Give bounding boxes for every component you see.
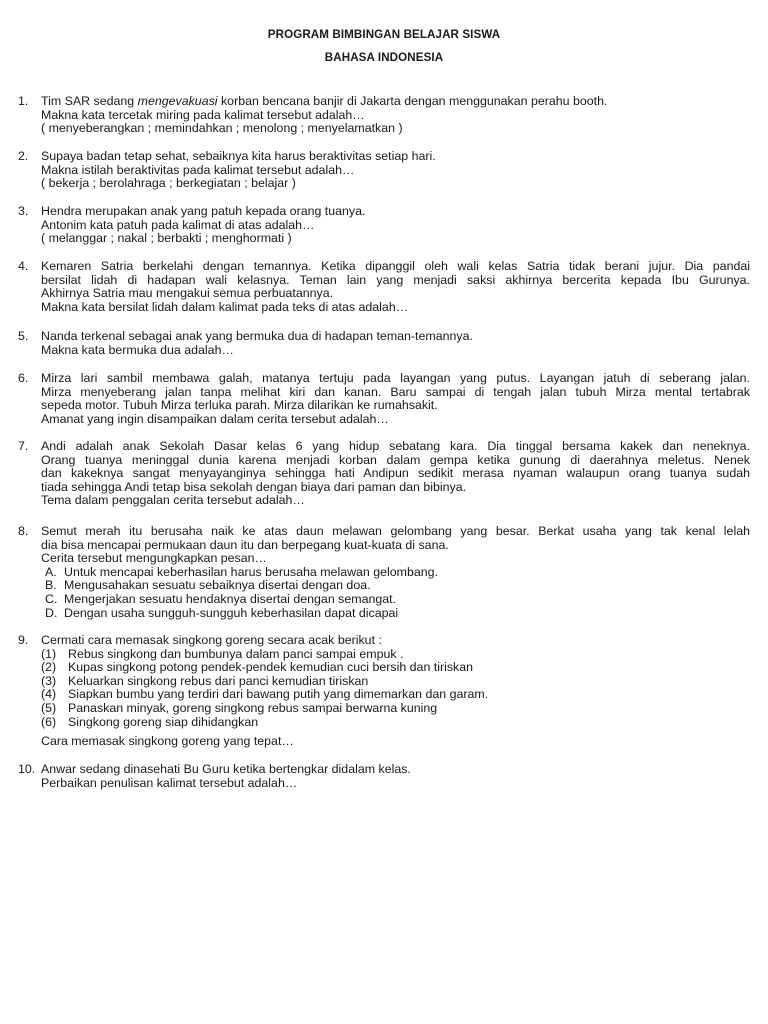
question-text: Makna kata bermuka dua adalah… bbox=[41, 342, 234, 357]
question-text: Amanat yang ingin disampaikan dalam cerita tersebut adalah… bbox=[41, 411, 389, 426]
option-b: B. Mengusahakan sesuatu sebaiknya disertai dengan doa. bbox=[45, 578, 371, 593]
question-text: Makna istilah beraktivitas pada kalimat tersebut adalah… bbox=[41, 162, 355, 177]
document-subtitle: BAHASA INDONESIA bbox=[324, 51, 444, 64]
answer-choices: ( melanggar ; nakal ; berbakti ; menghormati ) bbox=[41, 231, 292, 246]
question-text: Makna kata bersilat lidah dalam kalimat pada teks di atas adalah… bbox=[41, 299, 409, 314]
step-item: (3) Keluarkan singkong rebus dari panci kemudian tiriskan bbox=[41, 673, 369, 688]
document-title: PROGRAM BIMBINGAN BELAJAR SISWA bbox=[267, 28, 501, 41]
question-text: Antonim kata patuh pada kalimat di atas adalah… bbox=[41, 217, 315, 232]
option-c: C. Mengerjakan sesuatu hendaknya disertai dengan semangat. bbox=[45, 591, 397, 606]
question-3 bbox=[18, 205, 750, 246]
question-7 bbox=[18, 440, 750, 508]
question-text: dia bisa mencapai permukaan daun itu dan berpegang kuat-kuata di sana. bbox=[41, 537, 449, 552]
question-text: Mirza menyeberang jalan tanpa melihat kiri dan kanan. Baru sampai di tengah jalan tubuh Mirza mental tertabrak bbox=[41, 384, 750, 399]
question-text: Tema dalam penggalan cerita tersebut adalah… bbox=[41, 493, 305, 508]
step-item: (2) Kupas singkong potong pendek-pendek kemudian cuci bersih dan tiriskan bbox=[41, 660, 474, 675]
question-text: Anwar sedang dinasehati Bu Guru ketika bertengkar didalam kelas. bbox=[41, 762, 411, 776]
answer-choices: ( bekerja ; berolahraga ; berkegiatan ; belajar ) bbox=[41, 176, 296, 191]
question-text: Hendra merupakan anak yang patuh kepada orang tuanya. bbox=[41, 204, 366, 218]
step-item: (5) Panaskan minyak, goreng singkong rebus sampai berwarna kuning bbox=[41, 700, 438, 715]
question-4 bbox=[18, 260, 750, 314]
question-text: Andi adalah anak Sekolah Dasar kelas 6 yang hidup sebatang kara. Dia tinggal bersama kakek dan neneknya. bbox=[41, 439, 750, 453]
question-2 bbox=[18, 150, 750, 191]
step-item: (1) Rebus singkong dan bumbunya dalam panci sampai empuk . bbox=[41, 646, 404, 661]
question-text: dan kakeknya sangat menyayanginya sehingga hati Andipun sedikit merasa nyaman walaupun orang tuanya sudah bbox=[41, 466, 750, 481]
question-text: Orang tuanya meninggal dunia karena menjadi korban dalam gempa ketika gunung di daerahnya meletus. Nenek bbox=[41, 452, 750, 467]
question-number: 2. bbox=[18, 149, 29, 163]
question-text: Cara memasak singkong goreng yang tepat… bbox=[41, 734, 294, 749]
step-item: (6) Singkong goreng siap dihidangkan bbox=[41, 714, 259, 729]
question-text: Semut merah itu berusaha naik ke atas daun melawan gelombang yang besar. Berkat usaha yang tak kenal lelah bbox=[41, 524, 750, 538]
question-text: Tim SAR sedang mengevakuasi korban bencana banjir di Jakarta dengan menggunakan perahu booth. bbox=[41, 94, 608, 108]
question-number: 5. bbox=[18, 329, 29, 343]
question-text: bersilat lidah di hadapan wali kelasnya. Teman lain yang menjadi saksi akhirnya bercerita kepada Ibu Gurunya. bbox=[41, 272, 750, 287]
question-text: Cerita tersebut mengungkapkan pesan… bbox=[41, 551, 267, 566]
question-5 bbox=[18, 330, 750, 357]
question-text: sepeda motor. Tubuh Mirza terluka parah. Mirza dilarikan ke rumahsakit. bbox=[41, 398, 438, 413]
question-8 bbox=[18, 525, 750, 620]
option-d: D. Dengan usaha sungguh-sungguh keberhasilan dapat dicapai bbox=[45, 605, 399, 620]
question-number: 8. bbox=[18, 524, 29, 538]
step-item: (4) Siapkan bumbu yang terdiri dari bawang putih yang dimemarkan dan garam. bbox=[41, 687, 489, 702]
question-10 bbox=[18, 763, 750, 790]
question-text: Makna kata tercetak miring pada kalimat tersebut adalah… bbox=[41, 107, 365, 122]
italic-word: mengevakuasi bbox=[137, 94, 218, 108]
question-number: 4. bbox=[18, 259, 29, 273]
question-text: Perbaikan penulisan kalimat tersebut adalah… bbox=[41, 775, 298, 790]
question-number: 6. bbox=[18, 371, 29, 385]
question-number: 3. bbox=[18, 204, 29, 218]
question-text: Nanda terkenal sebagai anak yang bermuka dua di hadapan teman-temannya. bbox=[41, 329, 473, 343]
question-text: tiada sehingga Andi tetap bisa sekolah dengan biaya dari paman dan bibinya. bbox=[41, 479, 467, 494]
question-number: 10. bbox=[18, 762, 36, 776]
option-a: A. Untuk mencapai keberhasilan harus berusaha melawan gelombang. bbox=[45, 564, 439, 579]
question-number: 1. bbox=[18, 94, 29, 108]
question-9 bbox=[18, 634, 750, 749]
answer-choices: ( menyeberangkan ; memindahkan ; menolong ; menyelamatkan ) bbox=[41, 121, 403, 136]
question-text: Kemaren Satria berkelahi dengan temannya. Ketika dipanggil oleh wali kelas Satria tidak berani jujur. Dia pandai bbox=[41, 259, 750, 273]
question-number: 7. bbox=[18, 439, 29, 453]
question-number: 9. bbox=[18, 633, 29, 647]
question-text: Cermati cara memasak singkong goreng secara acak berikut : bbox=[41, 633, 382, 647]
question-text: Mirza lari sambil membawa galah, matanya tertuju pada layangan yang putus. Layangan jatuh di seberang jalan. bbox=[41, 371, 750, 385]
question-text: Supaya badan tetap sehat, sebaiknya kita harus beraktivitas setiap hari. bbox=[41, 149, 436, 163]
question-text: Akhirnya Satria mau mengakui semua perbuatannya. bbox=[41, 286, 334, 301]
question-6 bbox=[18, 372, 750, 426]
question-1 bbox=[18, 95, 750, 136]
